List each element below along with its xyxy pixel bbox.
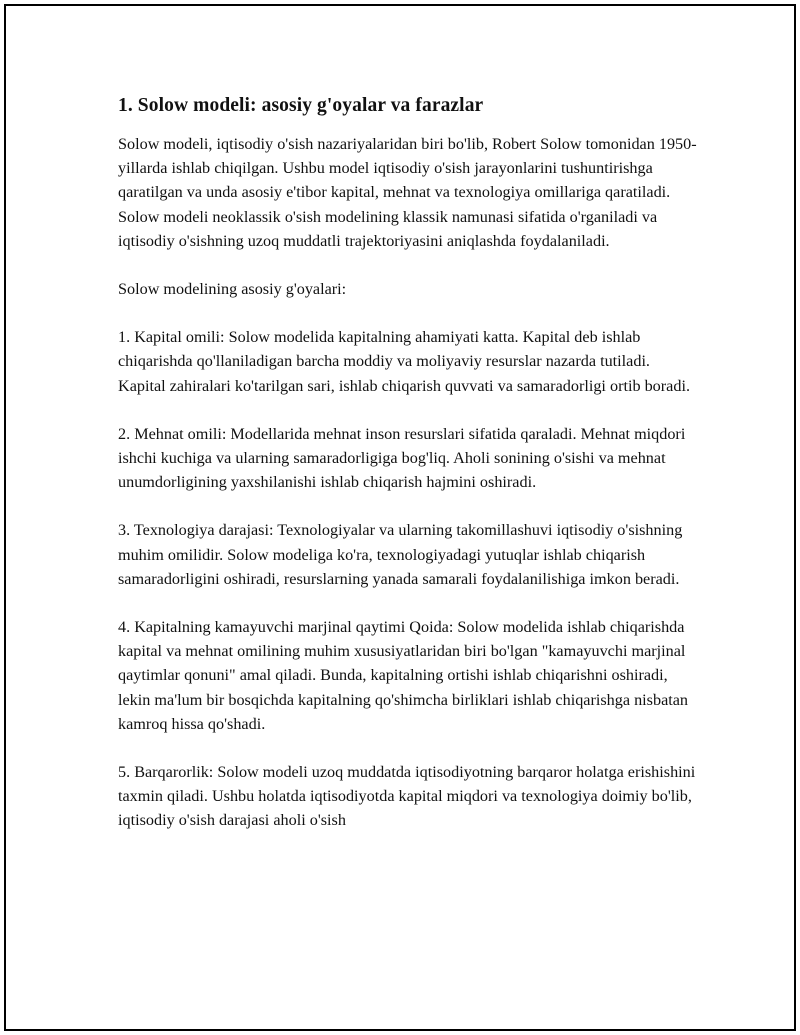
intro-paragraph: Solow modeli, iqtisodiy o'sish nazariyalaridan biri bo'lib, Robert Solow tomonidan 1950-yillarda ishlab chiqilgan. Ushbu model iqtisodiy o'sish jarayonlarini tushuntirishga qaratilgan va unda asosiy e'tibor kapital, mehnat va texnologiya omillariga qaratiladi. Solow modeli neoklassik o'sish modelining klassik namunasi sifatida o'rganiladi va iqtisodiy o'sishning uzoq muddatli trajektoriyasini aniqlashda foydalaniladi.	[118, 135, 697, 250]
technology-level-paragraph: 3. Texnologiya darajasi: Texnologiyalar va ularning takomillashuvi iqtisodiy o'sishning muhim omilidir. Solow modeliga ko'ra, texnologiyadagi yutuqlar ishlab chiqarish samaradorligini oshiradi, resurslarning yanada samarali foydalanilishiga imkon beradi.	[118, 521, 683, 588]
section-heading: 1. Solow modeli: asosiy g'oyalar va farazlar	[118, 95, 484, 116]
diminishing-returns-paragraph: 4. Kapitalning kamayuvchi marjinal qaytimi Qoida: Solow modelida ishlab chiqarishda kapital va mehnat omilining muhim xususiyatlaridan biri bo'lgan "kamayuvchi marjinal qaytimlar qonuni" amal qiladi. Bunda, kapitalning ortishi ishlab chiqarishni oshiradi, lekin ma'lum bir bosqichda kapitalning qo'shimcha birliklari ishlab chiqarishga nisbatan kamroq hissa qo'shadi.	[118, 618, 689, 733]
labor-factor-paragraph: 2. Mehnat omili: Modellarida mehnat inson resurslari sifatida qaraladi. Mehnat miqdori ishchi kuchiga va ularning samaradorligiga bog'liq. Aholi sonining o'sishi va mehnat unumdorligining yaxshilanishi ishlab chiqarish hajmini oshiradi.	[118, 424, 686, 492]
ideas-intro-paragraph: Solow modelining asosiy g'oyalari:	[118, 280, 347, 299]
stability-paragraph: 5. Barqarorlik: Solow modeli uzoq muddatda iqtisodiyotning barqaror holatga erishishini taxmin qiladi. Ushbu holatda iqtisodiyotda kapital miqdori va texnologiya doimiy bo'lib, iqtisodiy o'sish darajasi aholi o'sish	[118, 763, 696, 830]
document-body	[118, 93, 698, 857]
capital-factor-paragraph: 1. Kapital omili: Solow modelida kapitalning ahamiyati katta. Kapital deb ishlab chiqarishda qo'llaniladigan barcha moddiy va moliyaviy resurslar nazarda tutiladi. Kapital zahiralari ko'tarilgan sari, ishlab chiqarish quvvati va samaradorligi ortib boradi.	[118, 328, 690, 395]
